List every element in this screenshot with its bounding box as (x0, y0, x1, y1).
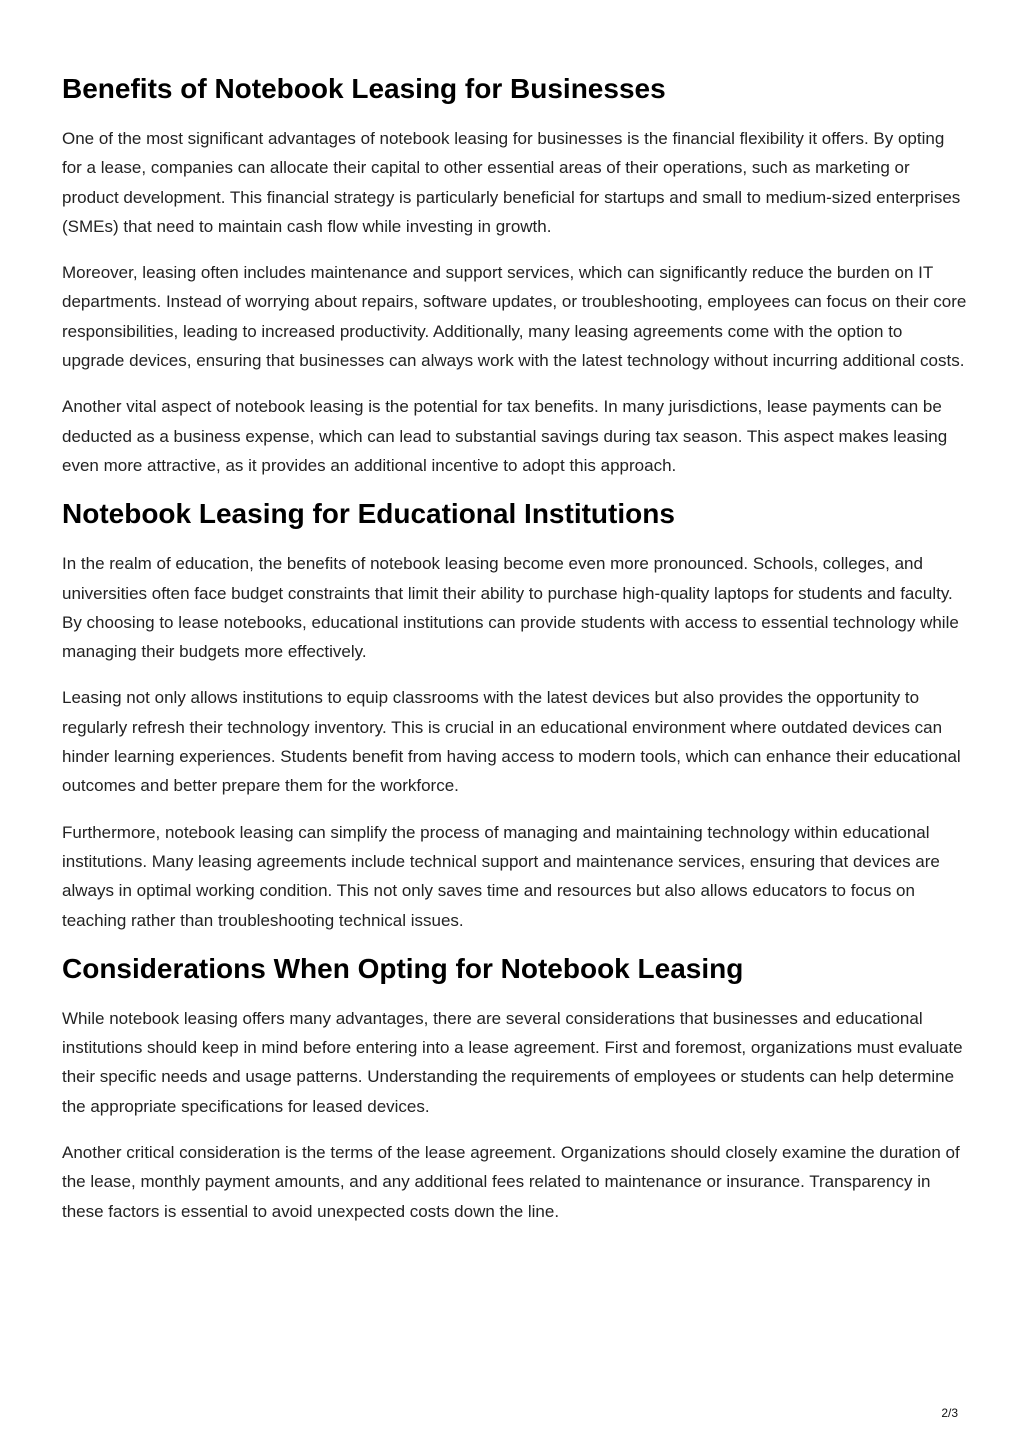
section-considerations (62, 952, 967, 1226)
paragraph: Leasing not only allows institutions to equip classrooms with the latest devices but also provides the opportunity to regularly refresh their technology inventory. This is crucial in an educational environment where outdated devices can hinder learning experiences. Students benefit from having access to modern tools, which can enhance their educational outcomes and better prepare them for the workforce. (62, 688, 961, 796)
section-heading: Notebook Leasing for Educational Institutions (62, 498, 675, 530)
section-heading: Considerations When Opting for Notebook Leasing (62, 952, 744, 984)
paragraph: In the realm of education, the benefits of notebook leasing become even more pronounced. Schools, colleges, and universities often face budget constraints that limit their ability to purchase high-quality laptops for students and faculty. By choosing to lease notebooks, educational institutions can provide students with access to essential technology while managing their budgets more effectively. (62, 554, 959, 662)
section-heading: Benefits of Notebook Leasing for Businesses (62, 73, 666, 104)
section-educational-institutions (62, 497, 967, 935)
section-business-benefits (62, 72, 967, 480)
paragraph: Another critical consideration is the terms of the lease agreement. Organizations should closely examine the duration of the lease, monthly payment amounts, and any additional fees related to maintenance or insurance. Transparency in these factors is essential to avoid unexpected costs down the line. (62, 1143, 960, 1221)
paragraph: One of the most significant advantages of notebook leasing for businesses is the financial flexibility it offers. By opting for a lease, companies can allocate their capital to other essential areas of their operations, such as marketing or product development. This financial strategy is particularly beneficial for startups and small to medium-sized enterprises (SMEs) that need to maintain cash flow while investing in growth. (62, 129, 961, 236)
paragraph: While notebook leasing offers many advantages, there are several considerations that businesses and educational institutions should keep in mind before entering into a lease agreement. First and foremost, organizations must evaluate their specific needs and usage patterns. Understanding the requirements of employees or students can help determine the appropriate specifications for leased devices. (62, 1008, 963, 1116)
paragraph: Moreover, leasing often includes maintenance and support services, which can significantly reduce the burden on IT departments. Instead of worrying about repairs, software updates, or troubleshooting, employees can focus on their core responsibilities, leading to increased productivity. Additionally, many leasing agreements come with the option to upgrade devices, ensuring that businesses can always work with the latest technology without incurring additional costs. (62, 263, 967, 371)
document-page (62, 72, 967, 1243)
paragraph: Furthermore, notebook leasing can simplify the process of managing and maintaining technology within educational institutions. Many leasing agreements include technical support and maintenance services, ensuring that devices are always in optimal working condition. This not only saves time and resources but also allows educators to focus on teaching rather than troubleshooting technical issues. (62, 822, 940, 930)
paragraph: Another vital aspect of notebook leasing is the potential for tax benefits. In many jurisdictions, lease payments can be deducted as a business expense, which can lead to substantial savings during tax season. This aspect makes leasing even more attractive, as it provides an additional incentive to adopt this approach. (62, 397, 948, 475)
page-number: 2/3 (941, 1406, 958, 1420)
